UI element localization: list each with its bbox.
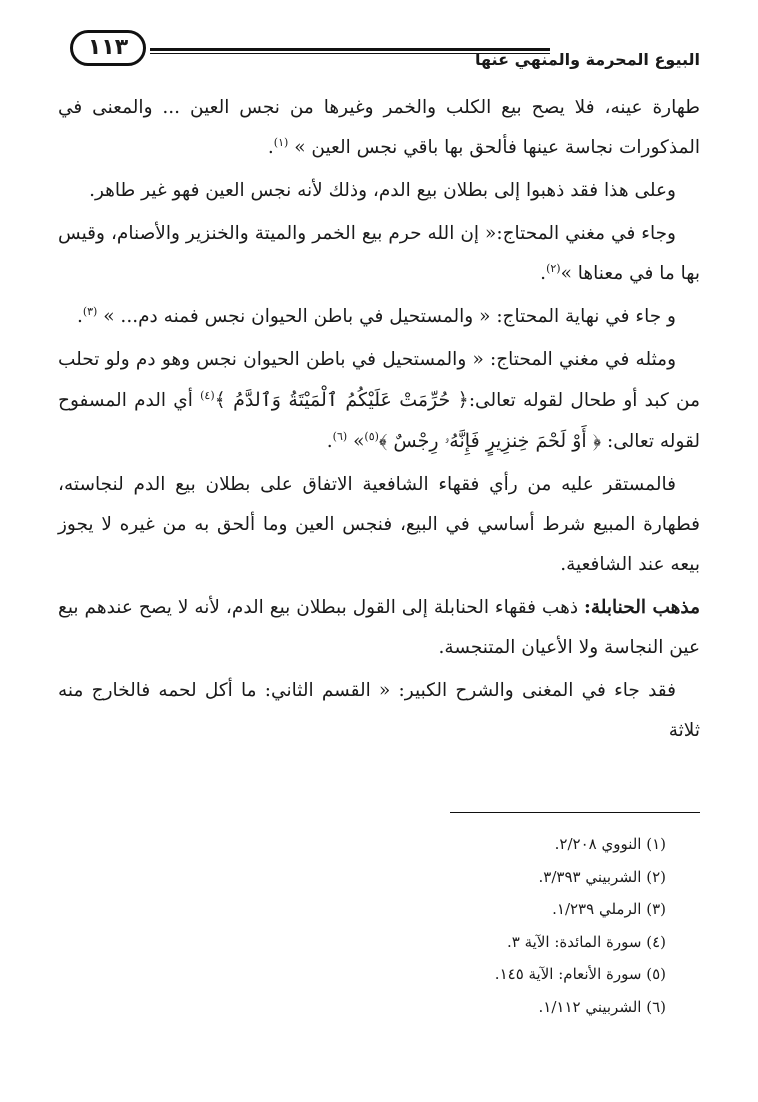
footnotes — [58, 828, 666, 1023]
paragraph-3-text: وجاء في مغني المحتاج:« إن الله حرم بيع الخمر والميتة والخنزير والأصنام، وقيس بها ما في معناها » — [58, 223, 700, 284]
paragraph-5 — [58, 340, 700, 462]
footnote-ref-4: (٤) — [200, 388, 215, 402]
paragraph-4-end: . — [76, 306, 83, 327]
footnote-1: (١) النووي ٢/٢٠٨. — [554, 835, 666, 853]
paragraph-1-end: . — [267, 137, 274, 158]
paragraph-1-text: طهارة عينه، فلا يصح بيع الكلب والخمر وغيرها من نجس العين ... والمعنى في المذكورات نجاسة عينها فألحق بها باقي نجس العين » — [58, 97, 700, 158]
page-header — [70, 28, 700, 78]
paragraph-6: فالمستقر عليه من رأي فقهاء الشافعية الاتفاق على بطلان بيع الدم لنجاسته، فطهارة المبيع شرط أساسي في البيع، فنجس العين وما ألحق به من غيره لا يجوز بيعه عند الشافعية. — [58, 474, 700, 575]
paragraph-3 — [58, 214, 700, 294]
paragraph-8: فقد جاء في المغنى والشرح الكبير: « القسم الثاني: ما أكل لحمه فالخارج منه ثلاثة — [58, 680, 700, 741]
footnote-ref-5: (٥) — [364, 429, 379, 443]
footnote-ref-2: (٢) — [546, 261, 561, 275]
running-title: البيوع المحرمة والمنهي عنها — [474, 50, 700, 69]
quran-verse-1: ﴿ حُرِّمَتْ عَلَيْكُمُ ٱلْمَيْتَةُ وَٱلدَّمُ ﴾ — [214, 389, 469, 411]
paragraph-5-close: » — [353, 431, 365, 452]
paragraph-4 — [58, 297, 700, 337]
paragraph-5-end: . — [326, 431, 333, 452]
footnote-ref-1: (١) — [273, 135, 289, 149]
footnote-ref-6: (٦) — [332, 429, 348, 443]
paragraph-5-text: ومثله في مغني المحتاج: « والمستحيل في باطن الحيوان نجس وهو دم ولو تحلب من كبد أو طحال لقوله تعالى: — [58, 349, 701, 411]
footnote-3: (٣) الرملي ١/٢٣٩. — [552, 900, 666, 918]
paragraph-3-end: . — [540, 263, 547, 284]
paragraph-5-middle: أي الدم المسفوح لقوله تعالى: — [58, 390, 700, 452]
main-text — [58, 88, 700, 754]
section-lead-hanbali: مذهب الحنابلة: — [584, 597, 701, 618]
footnote-5: (٥) سورة الأنعام: الآية ١٤٥. — [494, 965, 666, 983]
quran-verse-2: ﴿ أَوْ لَحْمَ خِنزِيرٍ فَإِنَّهُۥ رِجْسٌ ﴾ — [378, 430, 602, 452]
page-number: ١١٣ — [70, 30, 146, 66]
paragraph-2: وعلى هذا فقد ذهبوا إلى بطلان بيع الدم، وذلك لأنه نجس العين فهو غير طاهر. — [89, 180, 676, 201]
footnote-2: (٢) الشربيني ٣/٣٩٣. — [538, 867, 666, 886]
paragraph-4-text: و جاء في نهاية المحتاج: « والمستحيل في باطن الحيوان نجس فمنه دم... » — [103, 306, 676, 327]
paragraph-1 — [58, 88, 700, 168]
paragraph-7-text: ذهب فقهاء الحنابلة إلى القول ببطلان بيع الدم، لأنه لا يصح عندهم بيع عين النجاسة ولا الأعيان المتنجسة. — [58, 597, 700, 658]
footnote-4: (٤) سورة المائدة: الآية ٣. — [507, 932, 666, 951]
footnote-divider — [450, 812, 700, 813]
footnote-ref-3: (٣) — [82, 304, 98, 318]
paragraph-7 — [58, 588, 700, 668]
footnote-6: (٦) الشربيني ١/١١٢. — [538, 997, 666, 1016]
